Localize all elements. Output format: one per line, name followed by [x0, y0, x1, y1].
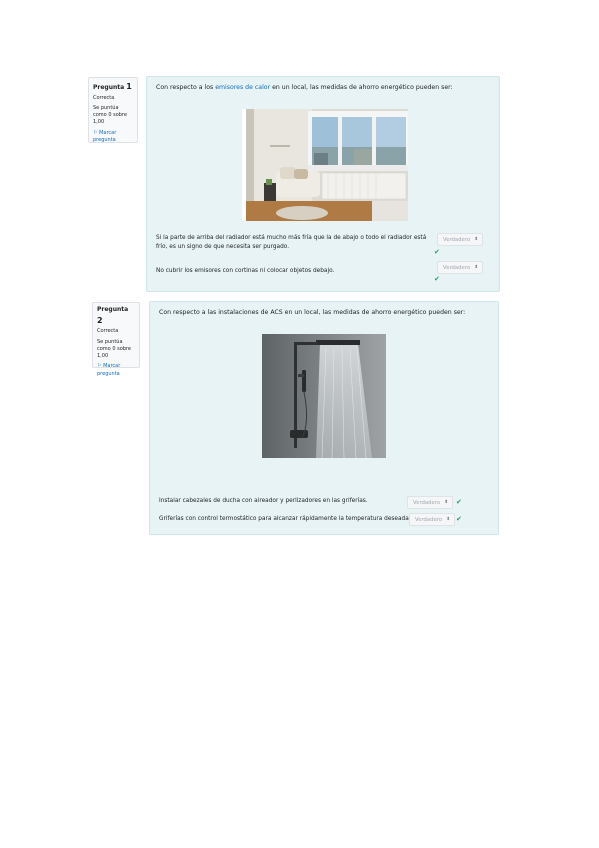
- question-number-2: Pregunta 2: [97, 306, 129, 325]
- flag-question-1[interactable]: ⚐ Marcar pregunta: [93, 129, 117, 143]
- question-info-1: [88, 77, 138, 143]
- question-grade-1: Se puntúa como 0 sobre 1,00: [93, 104, 127, 126]
- question-prompt-2: Con respecto a las instalaciones de ACS en un local, las medidas de ahorro energético pueden ser:: [159, 309, 466, 316]
- shower-image: [262, 334, 386, 458]
- answer-select-2-2[interactable]: Verdadero ⬍: [409, 513, 455, 526]
- statement-2-1: Instalar cabezales de ducha con aireador y perlizadores en las griferías.: [159, 498, 368, 504]
- answer-select-1-2[interactable]: Verdadero ⬍: [437, 261, 483, 274]
- question-number-1: Pregunta 1: [93, 82, 132, 91]
- emisores-link[interactable]: emisores de calor: [215, 84, 271, 91]
- flag-question-2[interactable]: ⚐ Marcar pregunta: [97, 363, 121, 377]
- question-info-2: [92, 302, 140, 377]
- flag-icon: ⚐: [93, 129, 98, 136]
- answer-select-2-1[interactable]: Verdadero ⬍: [407, 496, 453, 509]
- check-icon: ✔: [456, 515, 462, 523]
- question-content-1: [146, 76, 500, 292]
- question-state-1: Correcta: [93, 94, 115, 101]
- statement-1-1: Si la parte de arriba del radiador está mucho más fría que la de abajo o todo el radiador está frío, es un signo de que necesita ser purgado.: [156, 235, 427, 250]
- question-prompt-1: Con respecto a los emisores de calor en un local, las medidas de ahorro energético pueden ser:: [156, 84, 453, 91]
- room-radiator-image: [242, 109, 408, 221]
- select-caret-icon: ⬍: [444, 500, 448, 505]
- statement-2-2: Griferías con control termostático para alcanzar rápidamente la temperatura deseada: [159, 516, 409, 522]
- select-caret-icon: ⬍: [474, 237, 478, 242]
- answer-select-1-1[interactable]: Verdadero ⬍: [437, 233, 483, 246]
- select-caret-icon: ⬍: [446, 517, 450, 522]
- question-state-2: Correcta: [97, 328, 119, 335]
- select-caret-icon: ⬍: [474, 265, 478, 270]
- check-icon: ✔: [434, 275, 440, 283]
- question-content-2: [149, 301, 499, 535]
- check-icon: ✔: [434, 248, 440, 256]
- question-grade-2: Se puntúa como 0 sobre 1,00: [97, 338, 131, 360]
- statement-1-2: No cubrir los emisores con cortinas ni colocar objetos debajo.: [156, 268, 335, 274]
- check-icon: ✔: [456, 498, 462, 506]
- flag-icon: ⚐: [97, 363, 102, 370]
